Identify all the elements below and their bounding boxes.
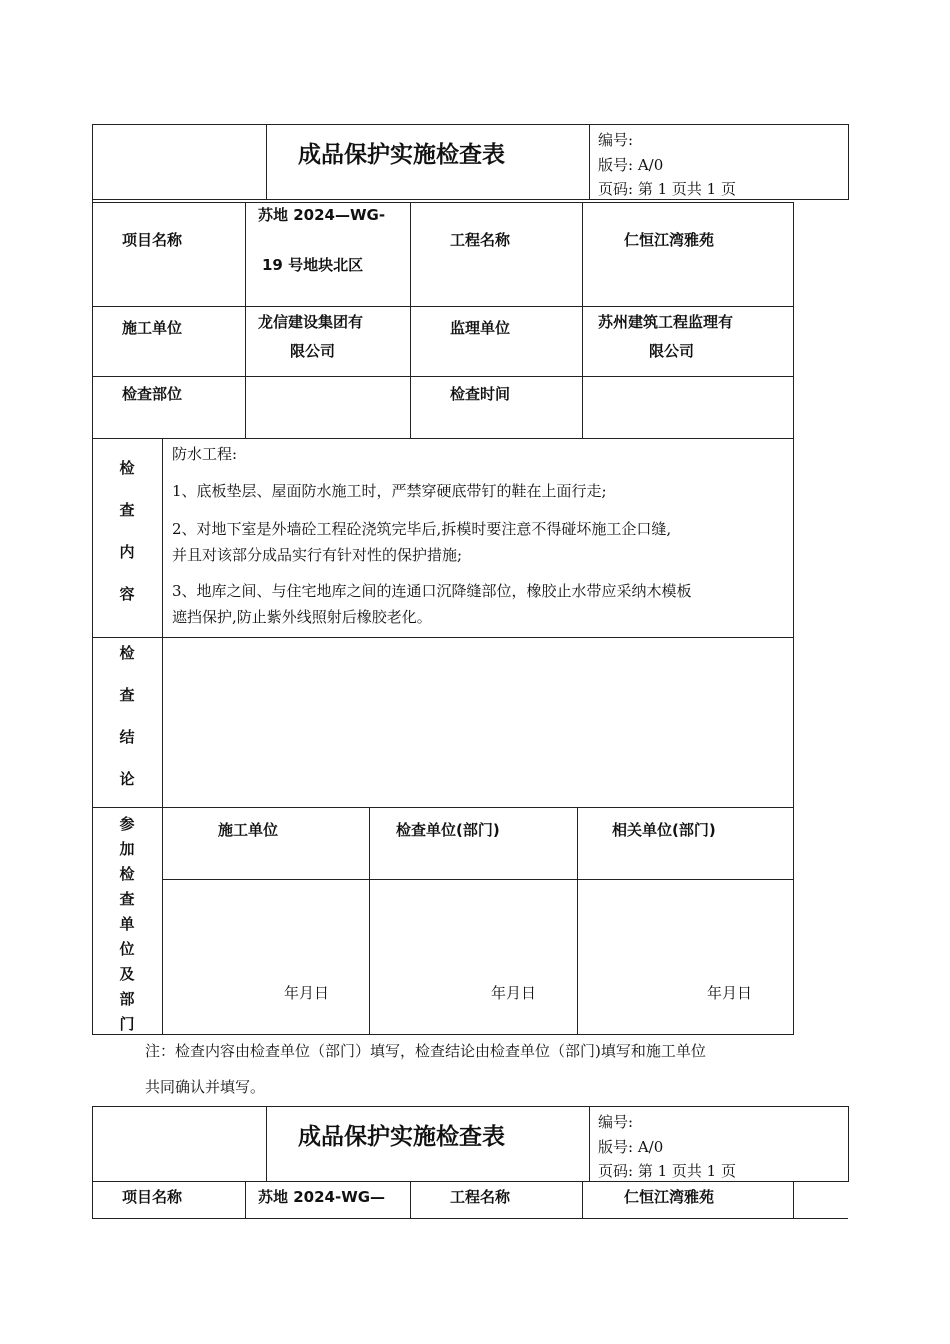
construction-unit-label: 施工单位 (122, 319, 183, 337)
project-name-label: 项目名称 (122, 1188, 183, 1206)
conclusion-label-char: 论 (119, 770, 135, 788)
table-border (92, 1106, 93, 1219)
table-border (92, 1106, 848, 1107)
participant-col-related: 相关单位(部门) (612, 821, 716, 839)
participant-col-construction: 施工单位 (218, 821, 279, 839)
project-name-value: 苏地 2024—WG- (258, 206, 386, 224)
participant-col-inspection: 检查单位(部门) (396, 821, 500, 839)
project-name-label: 项目名称 (122, 231, 183, 249)
table-border (589, 124, 590, 200)
signature-date: 年月日 (284, 984, 330, 1002)
doc-page: 页码: 第 1 页共 1 页 (598, 1162, 736, 1180)
table-border (577, 807, 578, 1034)
table-border (92, 124, 93, 1035)
content-item-cont: 遮挡保护,防止紫外线照射后橡胶老化。 (172, 608, 432, 626)
table-border (369, 807, 370, 1034)
content-item-cont: 并且对该部分成品实行有针对性的保护措施; (172, 546, 463, 564)
table-border (266, 1106, 267, 1182)
supervision-unit-label: 监理单位 (450, 319, 511, 337)
work-name-label: 工程名称 (450, 231, 511, 249)
form-note-cont: 共同确认并填写。 (145, 1078, 266, 1096)
conclusion-label-char: 检 (119, 644, 135, 662)
content-heading: 防水工程: (172, 445, 238, 463)
table-border (848, 124, 849, 200)
content-label-char: 查 (119, 501, 135, 519)
table-border (92, 376, 794, 377)
form-title: 成品保护实施检查表 (298, 1124, 505, 1150)
participants-label-char: 加 (119, 840, 135, 858)
content-item: 2、对地下室是外墙砼工程砼浇筑完毕后,拆模时要注意不得碰坏施工企口缝, (172, 520, 672, 538)
content-label-char: 内 (119, 543, 135, 561)
conclusion-label-char: 查 (119, 686, 135, 704)
content-item: 1、底板垫层、屋面防水施工时，严禁穿硬底带钉的鞋在上面行走; (172, 482, 607, 500)
table-border (245, 1181, 246, 1219)
table-border (848, 1106, 849, 1182)
table-border (410, 1181, 411, 1219)
table-border (92, 637, 794, 638)
doc-page: 页码: 第 1 页共 1 页 (598, 180, 736, 198)
table-border (162, 438, 163, 1034)
participants-label-char: 门 (119, 1015, 135, 1033)
participants-label-char: 位 (119, 940, 135, 958)
table-border (582, 202, 583, 438)
content-label-char: 容 (119, 585, 135, 603)
project-name-value-cont: 19 号地块北区 (262, 256, 364, 274)
doc-number: 编号: (598, 131, 634, 149)
participants-label-char: 查 (119, 890, 135, 908)
table-border (582, 1181, 583, 1219)
table-border (162, 879, 794, 880)
doc-version: 版号: A/0 (598, 1138, 664, 1156)
table-border (92, 202, 794, 203)
table-border (92, 199, 848, 200)
participants-label-char: 及 (119, 965, 135, 983)
table-border (589, 1106, 590, 1182)
table-border (793, 202, 794, 1035)
work-name-value: 仁恒江湾雅苑 (624, 231, 715, 249)
construction-unit-value: 龙信建设集团有 (258, 313, 364, 331)
table-border (793, 1181, 794, 1219)
participants-label-char: 检 (119, 865, 135, 883)
table-border (92, 807, 794, 808)
table-border (92, 124, 848, 125)
table-border (266, 124, 267, 200)
supervision-unit-value-cont: 限公司 (649, 342, 695, 360)
supervision-unit-value: 苏州建筑工程监理有 (598, 313, 734, 331)
conclusion-label-char: 结 (119, 728, 135, 746)
doc-number: 编号: (598, 1113, 634, 1131)
content-label-char: 检 (119, 459, 135, 477)
signature-date: 年月日 (491, 984, 537, 1002)
construction-unit-value-cont: 限公司 (290, 342, 336, 360)
table-border (92, 1034, 794, 1035)
table-border (92, 306, 794, 307)
inspection-time-label: 检查时间 (450, 385, 511, 403)
content-item: 3、地库之间、与住宅地库之间的连通口沉降缝部位，橡胶止水带应采纳木模板 (172, 582, 692, 600)
table-border (245, 202, 246, 438)
work-name-label: 工程名称 (450, 1188, 511, 1206)
table-border (92, 1218, 848, 1219)
project-name-value: 苏地 2024-WG— (258, 1188, 386, 1206)
work-name-value: 仁恒江湾雅苑 (624, 1188, 715, 1206)
participants-label-char: 单 (119, 915, 135, 933)
signature-date: 年月日 (707, 984, 753, 1002)
participants-label-char: 参 (119, 815, 135, 833)
table-border (410, 202, 411, 438)
table-border (92, 438, 794, 439)
doc-version: 版号: A/0 (598, 156, 664, 174)
participants-label-char: 部 (119, 990, 135, 1008)
inspection-part-label: 检查部位 (122, 385, 183, 403)
table-border (92, 1181, 848, 1182)
form-note: 注：检查内容由检查单位（部门）填写，检查结论由检查单位（部门)填写和施工单位 (145, 1042, 706, 1060)
form-title: 成品保护实施检查表 (298, 142, 505, 168)
